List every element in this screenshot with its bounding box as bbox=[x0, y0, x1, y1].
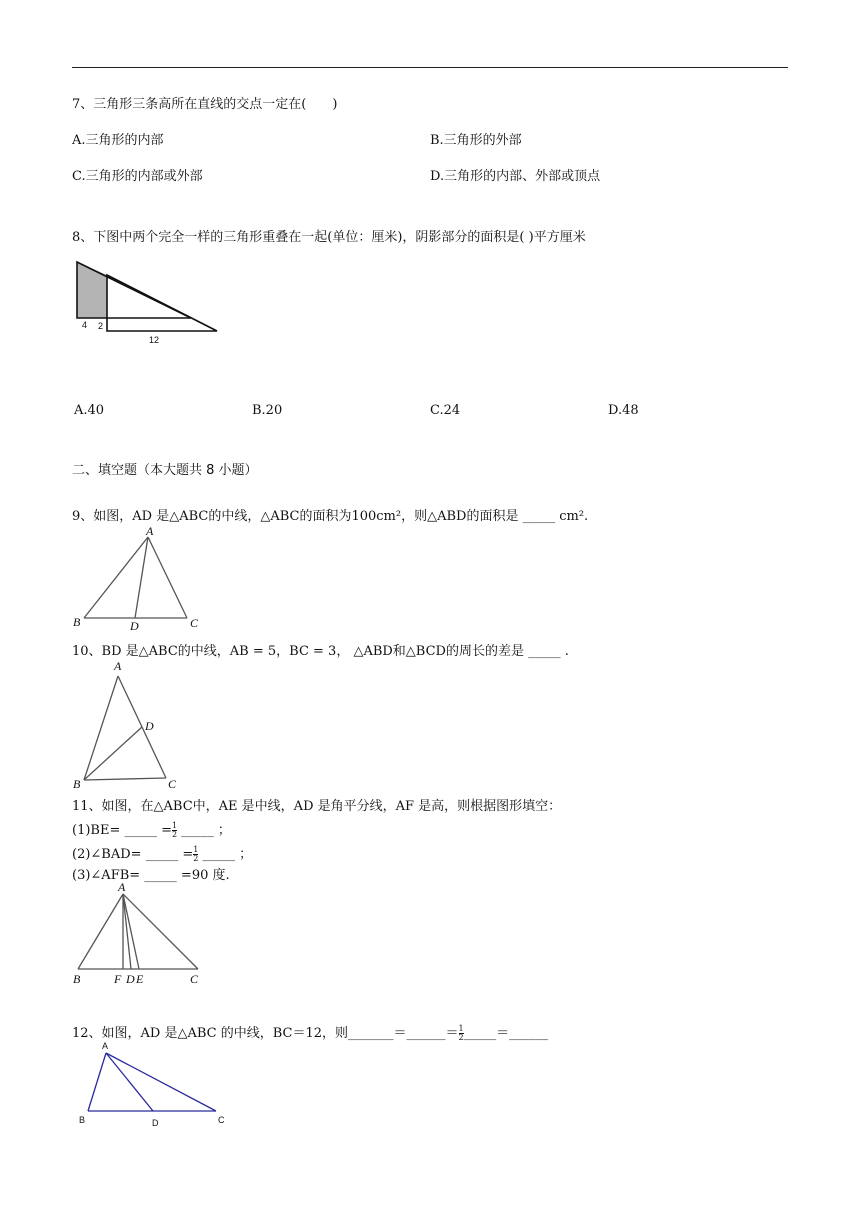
vertex-b: B bbox=[73, 972, 81, 986]
q11-line-1-b: _____ ； bbox=[177, 823, 231, 838]
q7-option-d: D.三角形的内部、外部或顶点 bbox=[430, 169, 601, 184]
vertex-a: A bbox=[102, 1041, 109, 1051]
vertex-c: C bbox=[190, 616, 199, 630]
q10-stem: 10、BD 是△ABC的中线，AB = 5，BC = 3， △ABD和△BCD的周长的差是 _____ . bbox=[72, 644, 569, 659]
q7-option-a: A.三角形的内部 bbox=[72, 133, 164, 148]
triangle-2 bbox=[107, 275, 217, 331]
q8-option-c: C.24 bbox=[430, 403, 461, 418]
q11-line-2-a: (2)∠BAD= _____ = bbox=[72, 847, 194, 862]
q7-stem: 7、三角形三条高所在直线的交点一定在( ) bbox=[72, 97, 338, 112]
vertex-c: C bbox=[190, 972, 199, 986]
label-4: 4 bbox=[82, 320, 88, 330]
q12-stem-a: 12、如图，AD 是△ABC 的中线，BC＝12，则_______＝______＝ bbox=[72, 1026, 459, 1041]
q8-option-b: B.20 bbox=[252, 403, 283, 418]
q12-triangle-figure bbox=[70, 1038, 240, 1130]
vertex-b: B bbox=[73, 615, 81, 629]
q9-stem: 9、如图，AD 是△ABC的中线，△ABC的面积为100cm²，则△ABD的面积是 _____ cm². bbox=[72, 509, 589, 524]
shaded-region bbox=[77, 262, 107, 318]
vertex-c: C bbox=[218, 1115, 225, 1125]
q11-line-2 bbox=[72, 846, 252, 863]
q11-line-3: (3)∠AFB= _____ =90 度. bbox=[72, 868, 230, 883]
header-rule bbox=[72, 67, 788, 68]
vertex-b: B bbox=[79, 1115, 86, 1125]
q9-triangle-figure bbox=[70, 525, 210, 633]
vertex-d: D bbox=[145, 719, 154, 733]
vertex-c: C bbox=[168, 777, 177, 791]
vertex-a: A bbox=[114, 659, 122, 673]
point-d: D bbox=[126, 972, 135, 986]
q8-option-a: A.40 bbox=[74, 403, 105, 418]
section-title: 二、填空题（本大题共 8 小题） bbox=[72, 463, 258, 478]
q11-line-2-b: _____ ； bbox=[198, 847, 253, 862]
vertex-d: D bbox=[130, 619, 139, 633]
point-f: F bbox=[114, 972, 122, 986]
vertex-a: A bbox=[146, 524, 154, 538]
q8-overlapping-triangles-figure bbox=[70, 256, 230, 350]
vertex-a: A bbox=[118, 880, 126, 894]
q7-option-c: C.三角形的内部或外部 bbox=[72, 169, 203, 184]
fraction-half: $\frac{1}{2}$ bbox=[172, 821, 178, 839]
q12-stem-b: _____＝______ bbox=[463, 1026, 549, 1041]
q11-line-1 bbox=[72, 822, 231, 839]
q11-line-1-a: (1)BE= _____ = bbox=[72, 823, 173, 838]
q8-option-d: D.48 bbox=[608, 403, 639, 418]
label-2: 2 bbox=[98, 321, 104, 331]
fraction-half: $\frac{1}{2}$ bbox=[458, 1024, 464, 1042]
q10-triangle-figure bbox=[70, 658, 190, 790]
label-12: 12 bbox=[149, 335, 160, 345]
point-d: D bbox=[152, 1118, 159, 1128]
q11-triangle-figure bbox=[70, 880, 220, 990]
point-e: E bbox=[136, 972, 144, 986]
q8-stem: 8、下图中两个完全一样的三角形重叠在一起(单位：厘米)，阴影部分的面积是( )平方厘米 bbox=[72, 230, 586, 245]
q7-option-b: B.三角形的外部 bbox=[430, 133, 522, 148]
vertex-b: B bbox=[73, 777, 81, 791]
fraction-half: $\frac{1}{2}$ bbox=[193, 845, 199, 863]
q11-stem: 11、如图，在△ABC中，AE 是中线，AD 是角平分线，AF 是高，则根据图形填空： bbox=[72, 799, 562, 814]
